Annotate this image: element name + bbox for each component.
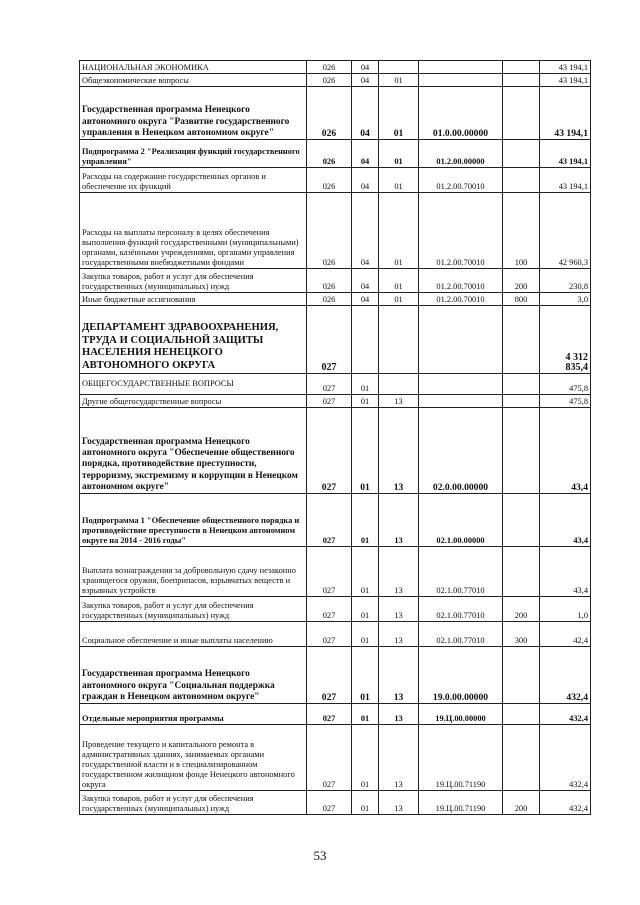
row-name: Отдельные мероприятия программы <box>80 704 307 725</box>
row-vr-code <box>503 704 540 725</box>
row-csr-code: 19.Ц.00.00000 <box>419 704 503 725</box>
budget-table <box>79 60 591 815</box>
row-rz-code: 01 <box>352 647 379 704</box>
row-gr-code: 027 <box>307 547 352 597</box>
row-pr-code: 13 <box>379 494 419 547</box>
row-sum: 42,4 <box>540 622 591 647</box>
row-rz-code: 01 <box>352 395 379 408</box>
row-vr-code <box>503 408 540 494</box>
row-vr-code <box>503 87 540 140</box>
row-sum: 432,4 <box>540 704 591 725</box>
row-vr-code: 200 <box>503 269 540 293</box>
table-row <box>80 622 591 647</box>
row-csr-code: 01.2.00.00000 <box>419 140 503 168</box>
row-pr-code: 13 <box>379 704 419 725</box>
row-rz-code: 01 <box>352 374 379 395</box>
row-csr-code <box>419 74 503 87</box>
row-vr-code <box>503 725 540 791</box>
row-gr-code: 027 <box>307 647 352 704</box>
row-gr-code: 026 <box>307 293 352 306</box>
table-row <box>80 306 591 374</box>
row-pr-code: 13 <box>379 597 419 622</box>
row-vr-code <box>503 168 540 193</box>
table-row <box>80 193 591 269</box>
row-vr-code <box>503 61 540 74</box>
row-sum: 42 960,3 <box>540 193 591 269</box>
row-gr-code: 026 <box>307 87 352 140</box>
row-name: Социальное обеспечение и иные выплаты населению <box>80 622 307 647</box>
row-gr-code: 027 <box>307 791 352 815</box>
row-gr-code: 027 <box>307 597 352 622</box>
row-vr-code <box>503 140 540 168</box>
row-rz-code: 04 <box>352 269 379 293</box>
row-pr-code: 01 <box>379 87 419 140</box>
row-sum: 475,8 <box>540 374 591 395</box>
row-gr-code: 026 <box>307 74 352 87</box>
row-rz-code <box>352 306 379 374</box>
row-csr-code: 01.2.00.70010 <box>419 193 503 269</box>
row-sum: 4 312 835,4 <box>540 306 591 374</box>
row-name: Подпрограмма 1 "Обеспечение общественного порядка и противодействие преступности в Ненецком автономном округе на 2014 - 2016 годы" <box>80 494 307 547</box>
row-pr-code: 13 <box>379 725 419 791</box>
table-row <box>80 140 591 168</box>
row-sum: 43 194,1 <box>540 140 591 168</box>
row-rz-code: 04 <box>352 140 379 168</box>
row-csr-code: 19.Ц.00.71190 <box>419 791 503 815</box>
row-pr-code: 13 <box>379 408 419 494</box>
row-name: Расходы на выплаты персоналу в целях обеспечения выполнения функций государственными (муниципальными) органами, казёнными учреждениями, органами управления государственными внебюджетными фондами <box>80 193 307 269</box>
row-csr-code: 01.2.00.70010 <box>419 293 503 306</box>
row-pr-code <box>379 306 419 374</box>
table-row <box>80 87 591 140</box>
row-name: Государственная программа Ненецкого автономного округа "Социальная поддержка граждан в Ненецком автономном округе" <box>80 647 307 704</box>
row-name: ОБЩЕГОСУДАРСТВЕННЫЕ ВОПРОСЫ <box>80 374 307 395</box>
row-csr-code <box>419 306 503 374</box>
row-rz-code: 01 <box>352 494 379 547</box>
row-sum: 43,4 <box>540 494 591 547</box>
row-rz-code: 01 <box>352 725 379 791</box>
row-gr-code: 027 <box>307 622 352 647</box>
table-row <box>80 494 591 547</box>
row-csr-code: 02.1.00.77010 <box>419 597 503 622</box>
row-sum: 432,4 <box>540 791 591 815</box>
row-pr-code: 13 <box>379 395 419 408</box>
table-row <box>80 647 591 704</box>
row-name: Расходы на содержание государственных органов и обеспечение их функций <box>80 168 307 193</box>
row-sum: 43 194,1 <box>540 74 591 87</box>
row-csr-code: 02.1.00.77010 <box>419 622 503 647</box>
row-gr-code: 027 <box>307 395 352 408</box>
table-row <box>80 168 591 193</box>
row-csr-code: 01.0.00.00000 <box>419 87 503 140</box>
row-rz-code: 01 <box>352 622 379 647</box>
row-name: ДЕПАРТАМЕНТ ЗДРАВООХРАНЕНИЯ, ТРУДА И СОЦИАЛЬНОЙ ЗАЩИТЫ НАСЕЛЕНИЯ НЕНЕЦКОГО АВТОНОМНОГО ОКРУГА <box>80 306 307 374</box>
row-sum: 43,4 <box>540 547 591 597</box>
row-csr-code <box>419 61 503 74</box>
row-csr-code <box>419 374 503 395</box>
row-rz-code: 01 <box>352 547 379 597</box>
row-gr-code: 027 <box>307 306 352 374</box>
table-row <box>80 269 591 293</box>
row-sum: 43 194,1 <box>540 168 591 193</box>
row-name: Подпрограмма 2 "Реализация функций государственного управления" <box>80 140 307 168</box>
table-row <box>80 547 591 597</box>
row-name: Закупка товаров, работ и услуг для обеспечения государственных (муниципальных) нужд <box>80 791 307 815</box>
row-vr-code: 100 <box>503 193 540 269</box>
row-csr-code: 19.Ц.00.71190 <box>419 725 503 791</box>
row-csr-code: 02.1.00.00000 <box>419 494 503 547</box>
row-gr-code: 027 <box>307 374 352 395</box>
row-rz-code: 04 <box>352 74 379 87</box>
row-vr-code <box>503 74 540 87</box>
row-pr-code: 01 <box>379 293 419 306</box>
row-vr-code: 200 <box>503 597 540 622</box>
row-vr-code: 200 <box>503 791 540 815</box>
row-pr-code: 01 <box>379 193 419 269</box>
row-gr-code: 026 <box>307 140 352 168</box>
row-pr-code: 01 <box>379 140 419 168</box>
row-rz-code: 01 <box>352 408 379 494</box>
row-vr-code: 300 <box>503 622 540 647</box>
row-rz-code: 04 <box>352 293 379 306</box>
row-pr-code: 01 <box>379 269 419 293</box>
row-name: Государственная программа Ненецкого автономного округа "Развитие государственного управления в Ненецком автономном округе" <box>80 87 307 140</box>
row-sum: 230,8 <box>540 269 591 293</box>
table-row <box>80 74 591 87</box>
row-sum: 432,4 <box>540 725 591 791</box>
table-row <box>80 293 591 306</box>
table-row <box>80 791 591 815</box>
row-rz-code: 01 <box>352 791 379 815</box>
row-name: Закупка товаров, работ и услуг для обеспечения государственных (муниципальных) нужд <box>80 597 307 622</box>
row-csr-code: 02.0.00.00000 <box>419 408 503 494</box>
row-pr-code <box>379 374 419 395</box>
row-sum: 475,8 <box>540 395 591 408</box>
row-vr-code: 800 <box>503 293 540 306</box>
table-row <box>80 408 591 494</box>
row-pr-code: 01 <box>379 74 419 87</box>
row-sum: 43 194,1 <box>540 61 591 74</box>
row-gr-code: 026 <box>307 269 352 293</box>
row-csr-code: 02.1.00.77010 <box>419 547 503 597</box>
row-name: Другие общегосударственные вопросы <box>80 395 307 408</box>
row-sum: 1,0 <box>540 597 591 622</box>
row-csr-code: 01.2.00.70010 <box>419 269 503 293</box>
row-gr-code: 026 <box>307 193 352 269</box>
table-row <box>80 597 591 622</box>
row-rz-code: 01 <box>352 597 379 622</box>
row-csr-code: 01.2.00.70010 <box>419 168 503 193</box>
row-name: Общеэкономические вопросы <box>80 74 307 87</box>
row-name: Иные бюджетные ассигнования <box>80 293 307 306</box>
table-row <box>80 374 591 395</box>
row-pr-code: 13 <box>379 547 419 597</box>
row-rz-code: 04 <box>352 61 379 74</box>
table-row <box>80 725 591 791</box>
row-sum: 43,4 <box>540 408 591 494</box>
row-csr-code: 19.0.00.00000 <box>419 647 503 704</box>
row-pr-code <box>379 61 419 74</box>
row-rz-code: 04 <box>352 87 379 140</box>
row-name: Закупка товаров, работ и услуг для обеспечения государственных (муниципальных) нужд <box>80 269 307 293</box>
row-gr-code: 027 <box>307 494 352 547</box>
row-pr-code: 01 <box>379 168 419 193</box>
row-pr-code: 13 <box>379 647 419 704</box>
table-row <box>80 704 591 725</box>
page-number: 53 <box>313 848 327 863</box>
budget-table-body <box>80 61 591 815</box>
row-name: Проведение текущего и капитального ремонта в административных зданиях, занимаемых органами государственной власти и в специализированном государственном жилищном фонде Ненецкого автономного округа <box>80 725 307 791</box>
row-rz-code: 04 <box>352 193 379 269</box>
row-sum: 432,4 <box>540 647 591 704</box>
row-vr-code <box>503 647 540 704</box>
row-gr-code: 026 <box>307 61 352 74</box>
row-gr-code: 027 <box>307 725 352 791</box>
table-row <box>80 395 591 408</box>
row-name: Государственная программа Ненецкого автономного округа "Обеспечение общественного порядка, противодействие преступности, терроризму, экстремизму и коррупции в Ненецком автономном округе" <box>80 408 307 494</box>
row-pr-code: 13 <box>379 791 419 815</box>
row-rz-code: 04 <box>352 168 379 193</box>
table-row <box>80 61 591 74</box>
row-rz-code: 01 <box>352 704 379 725</box>
row-csr-code <box>419 395 503 408</box>
row-name: Выплата вознаграждения за добровольную сдачу незаконно хранящегося оружия, боеприпасов, взрывчатых веществ и взрывных устройств <box>80 547 307 597</box>
row-vr-code <box>503 395 540 408</box>
row-vr-code <box>503 494 540 547</box>
row-vr-code <box>503 374 540 395</box>
row-gr-code: 027 <box>307 408 352 494</box>
row-gr-code: 027 <box>307 704 352 725</box>
row-sum: 3,0 <box>540 293 591 306</box>
row-vr-code <box>503 547 540 597</box>
row-vr-code <box>503 306 540 374</box>
row-pr-code: 13 <box>379 622 419 647</box>
row-name: НАЦИОНАЛЬНАЯ ЭКОНОМИКА <box>80 61 307 74</box>
row-gr-code: 026 <box>307 168 352 193</box>
row-sum: 43 194,1 <box>540 87 591 140</box>
